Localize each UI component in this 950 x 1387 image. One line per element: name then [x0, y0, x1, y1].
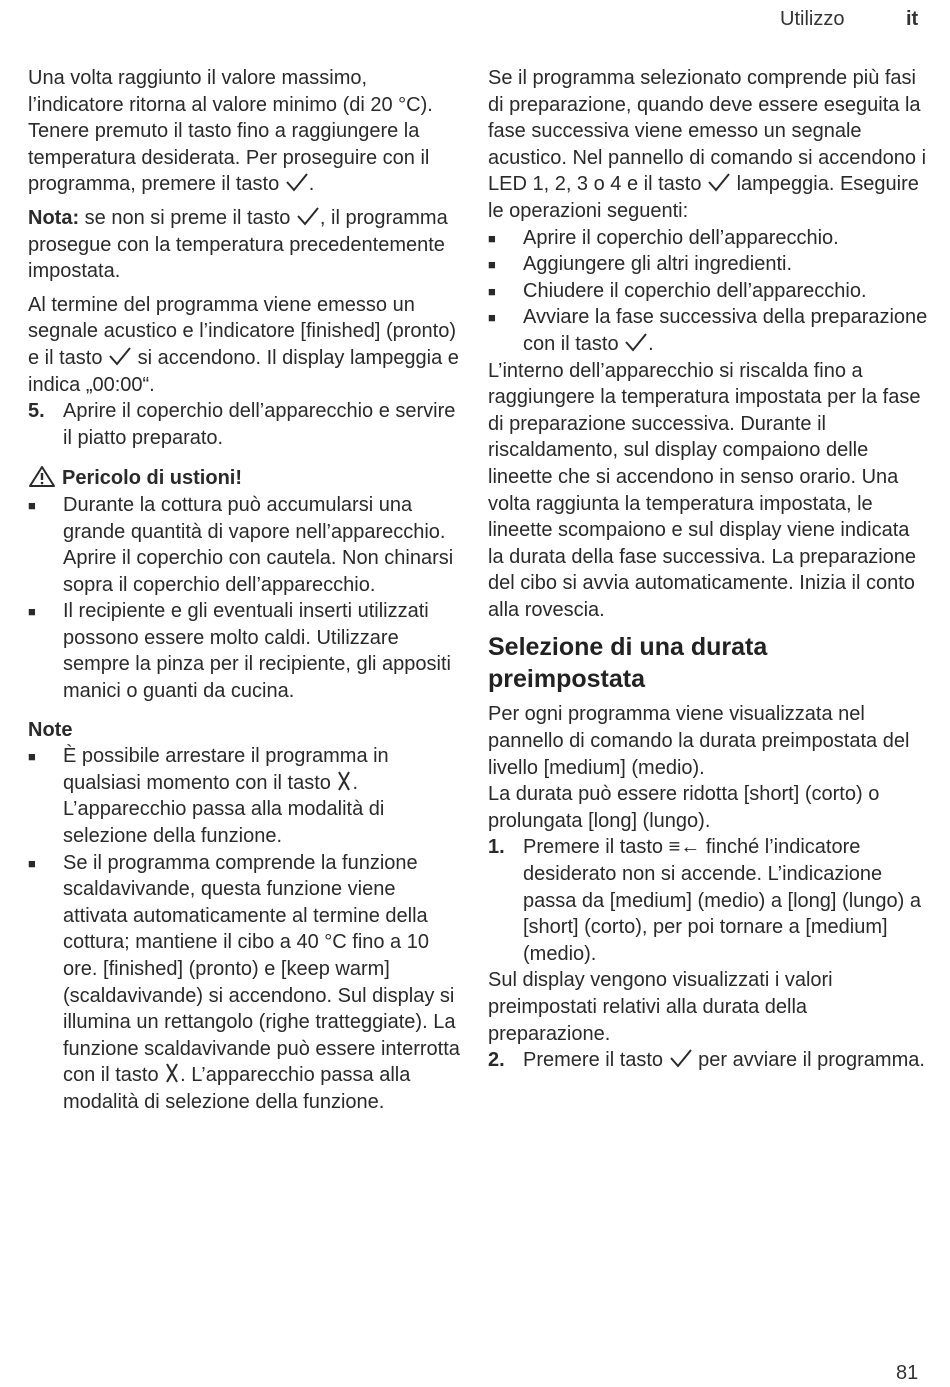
duration-key-icon: ≡←: [668, 836, 701, 859]
step-number: 5.: [28, 400, 45, 423]
step-item: 1. Premere il tasto ≡← finché l’indicatore desiderato non si accende. L’indicazione passa da [medium] (medio) a [long] (lungo) a [short] (corto), per poi tornare a [medium] (medio).: [488, 836, 921, 965]
check-icon: [296, 205, 320, 227]
header-section-title: Utilizzo: [780, 8, 845, 30]
paragraph-duration-change: La durata può essere ridotta [short] (corto) o prolungata [long] (lungo).: [488, 783, 880, 832]
paragraph-max-value: Una volta raggiunto il valore massimo, l’indicatore ritorna al valore minimo (di 20 °C). Tenere premuto il tasto fino a raggiungere la temperatura desiderata. Per proseguire con il programma, premere il tasto .: [28, 67, 433, 196]
bullet-square-icon: ■: [488, 257, 496, 273]
right-column: [488, 65, 928, 1074]
bullet-square-icon: ■: [488, 283, 496, 299]
paragraph-heating: L’interno dell’apparecchio si riscalda fino a raggiungere la temperatura impostata per la fase di preparazione successiva. Durante il riscaldamento, sul display compaiono delle lineette che si accendono in senso orario. Una volta raggiunta la temperatura impostata, le lineette scompaiono e sul display viene indicata la durata della fase successiva. La preparazione del cibo si avvia automaticamente. Inizia il conto alla rovescia.: [488, 359, 921, 621]
step-text: Aprire il coperchio dell’apparecchio e servire il piatto preparato.: [63, 400, 456, 449]
bullet-square-icon: ■: [28, 497, 36, 513]
paragraph-nota: Nota: se non si preme il tasto , il programma prosegue con la temperatura precedentemente impostata.: [28, 206, 448, 283]
warning-heading: Pericolo di ustioni!: [28, 465, 460, 492]
step-number: 1.: [488, 836, 505, 859]
note-item: ■ È possibile arrestare il programma in qualsiasi momento con il tasto . L’apparecchio passa alla modalità di selezione della funzione.: [28, 745, 389, 848]
bullet-square-icon: ■: [488, 230, 496, 246]
paragraph-display-values: Sul display vengono visualizzati i valori preimpostati relativi alla durata della preparazione.: [488, 969, 833, 1045]
step-number: 2.: [488, 1049, 505, 1072]
bullet-square-icon: ■: [488, 310, 496, 326]
paragraph-preset-duration: Per ogni programma viene visualizzata nel pannello di comando la durata preimpostata del livello [medium] (medio).: [488, 703, 910, 779]
check-icon: [285, 171, 309, 193]
warning-item: ■ Durante la cottura può accumularsi una grande quantità di vapore nell’apparecchio. Aprire il coperchio con cautela. Non chinarsi sopra il coperchio dell’apparecchio.: [28, 493, 454, 596]
list-item: ■ Aggiungere gli altri ingredienti.: [488, 251, 928, 278]
bullet-square-icon: ■: [28, 855, 36, 871]
stop-x-icon: [164, 1062, 180, 1084]
check-icon: [624, 331, 648, 353]
check-icon: [108, 345, 132, 367]
bullet-square-icon: ■: [28, 604, 36, 620]
note-item: ■ Se il programma comprende la funzione scaldavivande, questa funzione viene attivata automaticamente al termine della cottura; mantiene il cibo a 40 °C fino a 10 ore. [finished] (pronto) e [keep warm] (scaldavivande) si accendono. Sul display si illumina un rettangolo (righe tratteggiate). La funzione scaldavivande può essere interrotta con il tasto . L’apparecchio passa alla modalità di selezione della funzione.: [28, 851, 460, 1113]
paragraph-program-end: Al termine del programma viene emesso un segnale acustico e l’indicatore [finished] (pronto) e il tasto si accendono. Il display lampeggia e indica „00:00“.: [28, 293, 459, 396]
bullet-square-icon: ■: [28, 749, 36, 765]
step-item: 2. Premere il tasto per avviare il programma.: [488, 1047, 928, 1074]
page-number: 81: [896, 1362, 919, 1384]
check-icon: [707, 171, 731, 193]
list-item: ■ Chiudere il coperchio dell’apparecchio.: [488, 278, 928, 305]
list-item: ■ Aprire il coperchio dell’apparecchio.: [488, 225, 928, 252]
step-item: [28, 398, 460, 451]
header-language-code: it: [906, 8, 919, 30]
section-heading: Selezione di una durata preimpostata: [488, 633, 768, 694]
list-item: ■ Avviare la fase successiva della preparazione con il tasto .: [488, 306, 928, 355]
paragraph-multi-phase: Se il programma selezionato comprende più fasi di preparazione, quando deve essere eseguita la fase successiva viene emesso un segnale acustico. Nel pannello di comando si accendono i LED 1, 2, 3 o 4 e il tasto lampeggia. Eseguire le operazioni seguenti:: [488, 67, 927, 222]
stop-x-icon: [336, 770, 352, 792]
note-heading: Note: [28, 718, 73, 741]
warning-triangle-icon: [28, 465, 56, 487]
check-icon: [669, 1047, 693, 1069]
left-column: [28, 65, 460, 1116]
warning-item: ■ Il recipiente e gli eventuali inserti utilizzati possono essere molto caldi. Utilizzare sempre la pinza per il recipiente, gli appositi manici o guanti da cucina.: [28, 600, 451, 703]
